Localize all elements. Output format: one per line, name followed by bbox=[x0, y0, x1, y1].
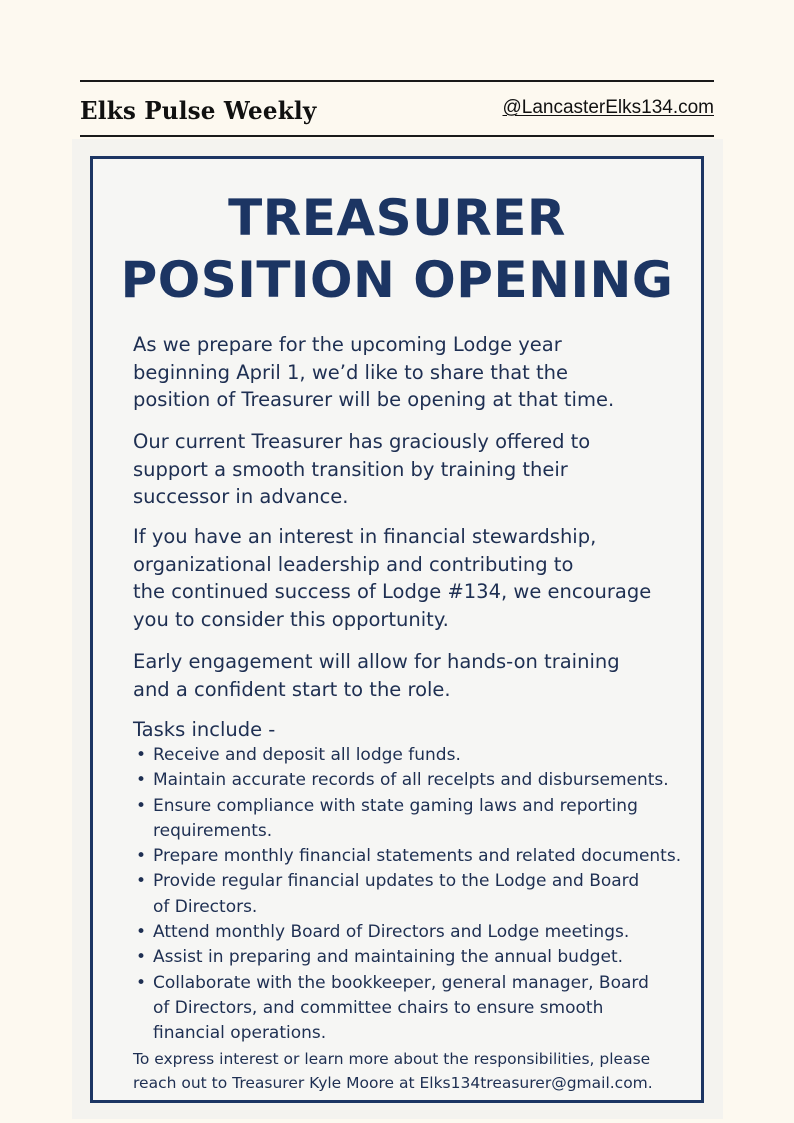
list-item bbox=[133, 768, 708, 793]
website-link[interactable]: @LancasterElks134.com bbox=[502, 97, 714, 118]
task-line: of Directors. bbox=[153, 896, 258, 917]
text-line: you to consider this opportunity. bbox=[133, 607, 449, 631]
bullet-icon: • bbox=[136, 745, 147, 765]
task-line: Assist in preparing and maintaining the annual budget. bbox=[153, 947, 624, 968]
list-item bbox=[133, 945, 708, 970]
masthead-top-rule bbox=[80, 80, 714, 82]
bullet-icon: • bbox=[136, 922, 147, 943]
task-line: Prepare monthly financial statements and related documents. bbox=[153, 846, 682, 867]
text-line: Our current Treasurer has graciously offered to bbox=[133, 430, 591, 453]
text-line: support a smooth transition by training their bbox=[133, 457, 568, 481]
text-line: As we prepare for the upcoming Lodge year bbox=[133, 333, 562, 356]
text-line: reach out to Treasurer Kyle Moore at Elks134treasurer@gmail.com. bbox=[133, 1074, 653, 1092]
intro-paragraph bbox=[133, 331, 708, 414]
title-line-1: TREASURER bbox=[228, 189, 566, 247]
list-item bbox=[133, 743, 708, 768]
engagement-paragraph bbox=[133, 648, 708, 703]
task-line: Provide regular financial updates to the Lodge and Board bbox=[153, 871, 640, 892]
text-line: organizational leadership and contributing to bbox=[133, 552, 574, 576]
flyer bbox=[90, 156, 704, 1103]
contact-note bbox=[133, 1047, 708, 1095]
list-item bbox=[133, 869, 708, 920]
tasks-list bbox=[133, 743, 708, 1047]
interest-paragraph bbox=[133, 523, 708, 633]
task-line: Collaborate with the bookkeeper, general manager, Board bbox=[153, 972, 649, 993]
task-line: Ensure compliance with state gaming laws and reporting bbox=[153, 795, 638, 816]
text-line: position of Treasurer will be opening at that time. bbox=[133, 388, 615, 411]
bullet-icon: • bbox=[136, 947, 147, 968]
task-line: Receive and deposit all lodge funds. bbox=[153, 745, 461, 765]
bullet-icon: • bbox=[136, 795, 147, 816]
title-line-2: POSITION OPENING bbox=[120, 251, 674, 309]
task-line: financial operations. bbox=[153, 1023, 327, 1044]
task-line: of Directors, and committee chairs to ensure smooth bbox=[153, 997, 604, 1018]
text-line: the continued success of Lodge #134, we encourage bbox=[133, 580, 652, 603]
flyer-title bbox=[93, 187, 701, 311]
bullet-icon: • bbox=[136, 770, 147, 791]
text-line: successor in advance. bbox=[133, 485, 349, 508]
text-line: Early engagement will allow for hands-on training bbox=[133, 650, 620, 673]
transition-paragraph bbox=[133, 428, 708, 511]
list-item bbox=[133, 971, 708, 1047]
masthead-title: Elks Pulse Weekly bbox=[80, 96, 317, 125]
text-line: and a confident start to the role. bbox=[133, 677, 451, 701]
task-line: requirements. bbox=[153, 820, 273, 841]
task-line: Attend monthly Board of Directors and Lodge meetings. bbox=[153, 922, 630, 943]
bullet-icon: • bbox=[136, 871, 147, 892]
list-item bbox=[133, 920, 708, 945]
list-item bbox=[133, 794, 708, 845]
text-line: To express interest or learn more about the responsibilities, please bbox=[133, 1050, 651, 1068]
tasks-heading: Tasks include - bbox=[133, 718, 276, 741]
bullet-icon: • bbox=[136, 846, 147, 867]
task-line: Maintain accurate records of all recelpts and disbursements. bbox=[153, 770, 669, 791]
masthead-bottom-rule bbox=[80, 135, 714, 137]
text-line: beginning April 1, we’d like to share that the bbox=[133, 360, 568, 384]
text-line: If you have an interest in financial stewardship, bbox=[133, 525, 597, 548]
bullet-icon: • bbox=[136, 972, 147, 993]
list-item bbox=[133, 844, 708, 869]
